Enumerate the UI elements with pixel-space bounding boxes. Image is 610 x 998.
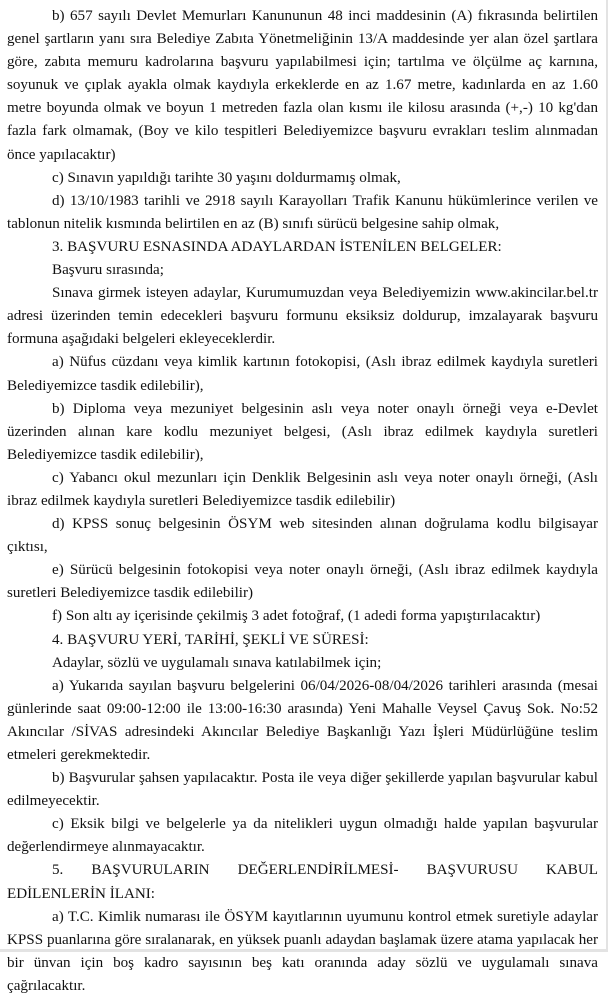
document-body bbox=[7, 5, 598, 998]
requirement-b: b) 657 sayılı Devlet Memurları Kanununun 48 inci maddesinin (A) fıkrasında belirtilen genel şartların yanı sıra Belediye Zabıta Yönetmeliğinin 13/A maddesinde yer alan özel şartlara göre, zabıta memuru kadrolarına başvuru yapılabilmesi için; tartılma ve ölçülme aç karnına, soyunuk ve çıplak ayakla olmak kaydıyla erkeklerde en az 1.67 metre, kadınlarda en az 1.60 metre boyunda olmak ve boyun 1 metreden fazla olan kısmı ile kilosu arasında (+,-) 10 kg'dan fazla fark olmamak, (Boy ve kilo tespitleri Belediyemizce başvuru evrakları teslim alınmadan önce yapılacaktır) bbox=[7, 8, 598, 163]
document-item-e: e) Sürücü belgesinin fotokopisi veya noter onaylı örneği, (Aslı ibraz edilmek kaydıyla suretleri Belediyemizce tasdik edilebilir) bbox=[7, 562, 598, 602]
requirement-c: c) Sınavın yapıldığı tarihte 30 yaşını doldurmamış olmak, bbox=[52, 169, 401, 186]
section-4-intro: Adaylar, sözlü ve uygulamalı sınava katılabilmek için; bbox=[52, 654, 382, 671]
section-3-heading: 3. BAŞVURU ESNASINDA ADAYLARDAN İSTENİLEN BELGELER: bbox=[52, 238, 502, 255]
section-4-item-c: c) Eksik bilgi ve belgelerle ya da nitelikleri uygun olmadığı halde yapılan başvurular değerlendirmeye alınmayacaktır. bbox=[7, 816, 598, 856]
section-5-item-a: a) T.C. Kimlik numarası ile ÖSYM kayıtlarının uyumunu kontrol etmek suretiyle adaylar KPSS puanlarına göre sıralanarak, en yüksek puanlı adaydan başlamak üzere atama yapılacak her bir ünvan için boş kadro sayısının beş katı oranında aday sözlü ve uygulamalı sınava çağrılacaktır. bbox=[7, 908, 598, 994]
requirement-d: d) 13/10/1983 tarihli ve 2918 sayılı Karayolları Trafik Kanunu hükümlerince verilen ve tablonun nitelik kısmında belirtilen en az (B) sınıfı sürücü belgesine sahip olmak, bbox=[7, 192, 598, 232]
section-4-item-b: b) Başvurular şahsen yapılacaktır. Posta ile veya diğer şekillerde yapılan başvurular kabul edilmeyecektir. bbox=[7, 770, 598, 810]
document-item-a: a) Nüfus cüzdanı veya kimlik kartının fotokopisi, (Aslı ibraz edilmek kaydıyla suretleri Belediyemizce tasdik edilebilir), bbox=[7, 354, 598, 394]
document-item-d: d) KPSS sonuç belgesinin ÖSYM web sitesinden alınan doğrulama kodlu bilgisayar çıktısı, bbox=[7, 516, 598, 556]
document-item-b: b) Diploma veya mezuniyet belgesinin aslı veya noter onaylı örneği veya e-Devlet üzerinden alınan kare kodlu mezuniyet belgesi, (Aslı ibraz edilmek kaydıyla suretleri Belediyemizce tasdik edilebilir), bbox=[7, 400, 598, 463]
section-3-body: Sınava girmek isteyen adaylar, Kurumumuzdan veya Belediyemizin www.akincilar.bel.tr adresi üzerinden temin edecekleri başvuru formunu eksiksiz doldurup, imzalayarak başvuru formuna aşağıdaki belgeleri ekleyeceklerdir. bbox=[7, 285, 598, 348]
section-4-heading: 4. BAŞVURU YERİ, TARİHİ, ŞEKLİ VE SÜRESİ: bbox=[52, 631, 369, 648]
document-item-f: f) Son altı ay içerisinde çekilmiş 3 adet fotoğraf, (1 adedi forma yapıştırılacaktır) bbox=[52, 608, 541, 625]
document-item-c: c) Yabancı okul mezunları için Denklik Belgesinin aslı veya noter onaylı örneği, (Aslı ibraz edilmek kaydıyla suretleri Belediyemizce tasdik edilebilir) bbox=[7, 469, 598, 509]
section-5-heading: 5. BAŞVURULARIN DEĞERLENDİRİLMESİ- BAŞVURUSU KABUL EDİLENLERİN İLANI: bbox=[7, 862, 598, 902]
section-4-item-a: a) Yukarıda sayılan başvuru belgelerini 06/04/2026-08/04/2026 tarihleri arasında (mesai günlerinde saat 09:00-12:00 ile 13:00-16:30 arasında) Yeni Mahalle Veysel Çavuş Sok. No:52 Akıncılar /SİVAS adresindeki Akıncılar Belediye Başkanlığı Yazı İşleri Müdürlüğüne teslim etmeleri gerekmektedir. bbox=[7, 677, 598, 763]
section-3-intro: Başvuru sırasında; bbox=[52, 262, 164, 279]
